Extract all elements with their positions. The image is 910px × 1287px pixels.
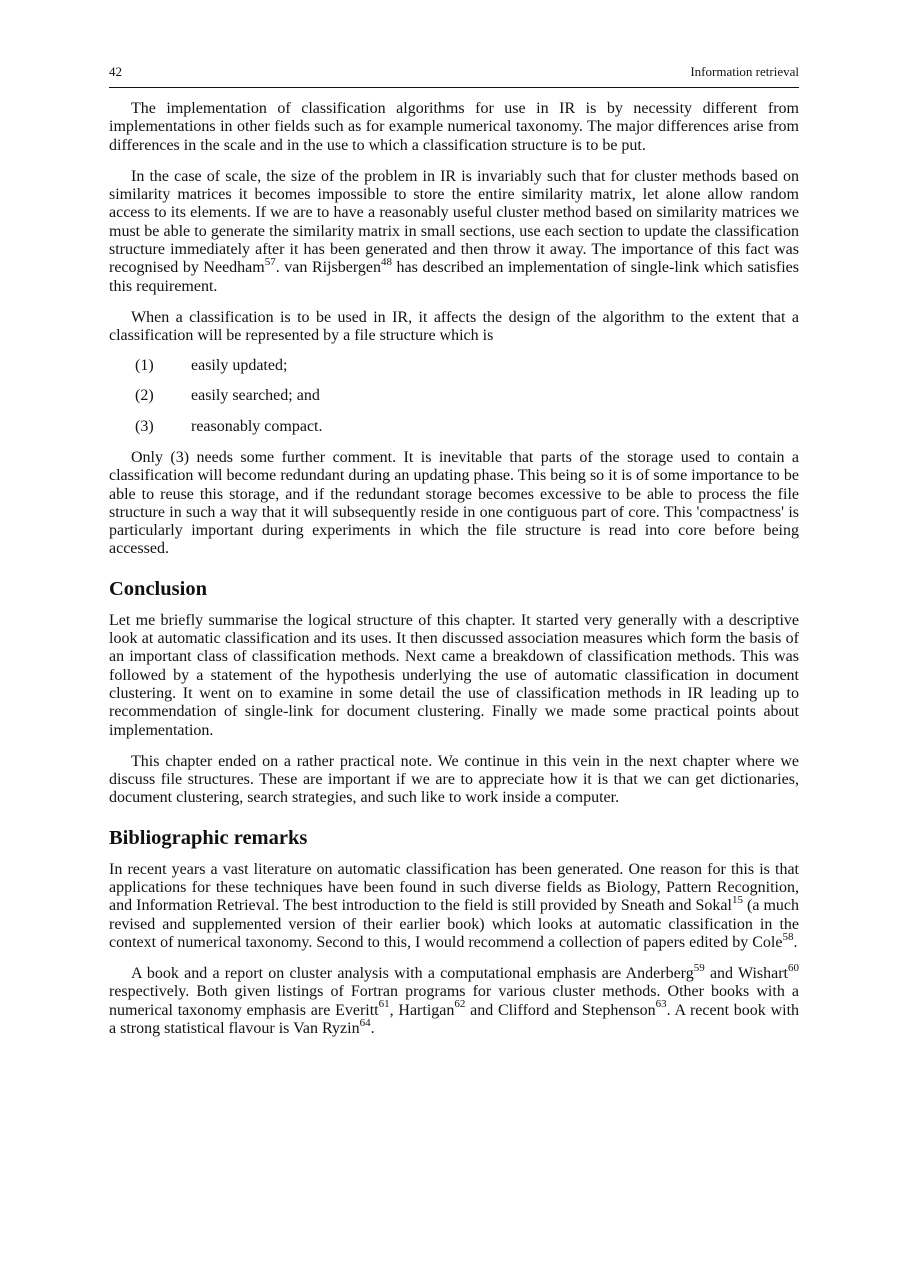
reference-sneath-sokal: 15 <box>731 893 743 906</box>
list-item <box>109 357 799 375</box>
list-item <box>109 387 799 405</box>
paragraph-text: In recent years a vast literature on automatic classification has been generated. One reason for this is that applications for these techniques have been found in such diverse fields as Biology, Pattern Recognition, and Information Retrieval. The best introduction to the field is still provided by Sneath and Sokal <box>109 860 799 915</box>
paragraph-file-structure: When a classification is to be used in IR, it affects the design of the algorithm to the extent that a classification will be represented by a file structure which is <box>109 308 799 345</box>
list-item-text: reasonably compact. <box>191 418 323 436</box>
reference-van-rijsbergen: 48 <box>380 256 392 269</box>
paragraph-scale-text-a: In the case of scale, the size of the problem in IR is invariably such that for cluster methods based on similarity matrices it becomes impossible to store the entire similarity matrix, let alone allow random access to its elements. If we are to have a reasonably useful cluster method based on similarity matrices we must be able to generate the similarity matrix in small sections, use each section to update the classification structure immediately after it has been generated and then throw it away. The importance of this fact was recognised by Needham <box>109 167 799 277</box>
list-item-text: easily updated; <box>191 356 288 374</box>
section-heading-conclusion: Conclusion <box>109 577 207 600</box>
reference-hartigan: 62 <box>454 998 466 1011</box>
section-heading-bibliographic: Bibliographic remarks <box>109 826 308 849</box>
paragraph-text: . A recent book with a strong statistical flavour is Van Ryzin <box>109 1001 800 1038</box>
running-title: Information retrieval <box>690 64 799 79</box>
paragraph-text: respectively. Both given listings of Fortran programs for various cluster methods. Other books with a numerical taxonomy emphasis are Everitt <box>109 983 799 1019</box>
running-header <box>109 62 799 88</box>
reference-needham: 57 <box>264 256 276 269</box>
paragraph-text: . <box>793 933 798 951</box>
paragraph-conclusion-next: This chapter ended on a rather practical note. We continue in this vein in the next chapter where we discuss file structures. These are important if we are to appreciate how it is that we can get dictionaries, document clustering, search strategies, and such like to work inside a computer. <box>109 752 799 807</box>
reference-anderberg: 59 <box>693 961 705 974</box>
reference-van-ryzin: 64 <box>359 1016 371 1029</box>
paragraph-conclusion-summary: Let me briefly summarise the logical structure of this chapter. It started very generally with a descriptive look at automatic classification and its uses. It then discussed association measures which form the basis of an important class of classification methods. Next came a breakdown of classification methods. This was followed by a statement of the hypothesis underlying the use of automatic classification in document clustering. It went on to examine in some detail the use of classification methods in IR leading up to recommendation of single-link for document clustering. Finally we made some practical points about implementation. <box>109 611 799 739</box>
list-item-number: (3) <box>135 418 154 436</box>
list-item-text: easily searched; and <box>191 387 320 405</box>
page-number: 42 <box>109 64 122 79</box>
reference-cole: 58 <box>782 930 794 943</box>
paragraph-scale <box>109 168 799 296</box>
paragraph-bibliographic-literature <box>109 861 799 952</box>
list-item-number: (1) <box>135 356 154 374</box>
paragraph-text: . <box>370 1020 375 1038</box>
paragraph-scale-text-b: . van Rijsbergen <box>275 259 381 277</box>
paragraph-text: and Wishart <box>704 965 789 983</box>
paragraph-text: (a much revised and supplemented version of their earlier book) which looks at automatic classification in the context of numerical taxonomy. Second to this, I would recommend a collection of papers edited by Cole <box>109 897 799 951</box>
paragraph-scale-text-c: has described an implementation of single-link which satisfies this requirement. <box>109 259 800 295</box>
paragraph-compactness: Only (3) needs some further comment. It is inevitable that parts of the storage used to contain a classification will become redundant during an updating phase. This being so it is of some importance to be able to reuse this storage, and if the redundant storage becomes excessive to be able to process the file structure in such a way that it will subsequently reside in one contiguous part of core. This 'compactness' is particularly important during experiments in which the file structure is read into core before being accessed. <box>109 448 799 558</box>
document-page <box>109 62 799 1051</box>
paragraph-text: and Clifford and Stephenson <box>465 1001 656 1019</box>
body-text <box>109 100 799 1038</box>
list-item-number: (2) <box>135 387 154 405</box>
list-item <box>109 418 799 436</box>
requirements-list <box>109 357 799 437</box>
paragraph-text: A book and a report on cluster analysis with a computational emphasis are Anderberg <box>131 965 694 983</box>
paragraph-bibliographic-books <box>109 961 800 1038</box>
reference-clifford-stephenson: 63 <box>655 998 667 1011</box>
reference-wishart: 60 <box>788 961 800 974</box>
paragraph-implementation: The implementation of classification algorithms for use in IR is by necessity different from implementations in other fields such as for example numerical taxonomy. The major differences arise from differences in the scale and in the use to which a classification structure is to be put. <box>109 100 799 154</box>
paragraph-text: , Hartigan <box>389 1001 455 1019</box>
reference-everitt: 61 <box>378 998 390 1011</box>
